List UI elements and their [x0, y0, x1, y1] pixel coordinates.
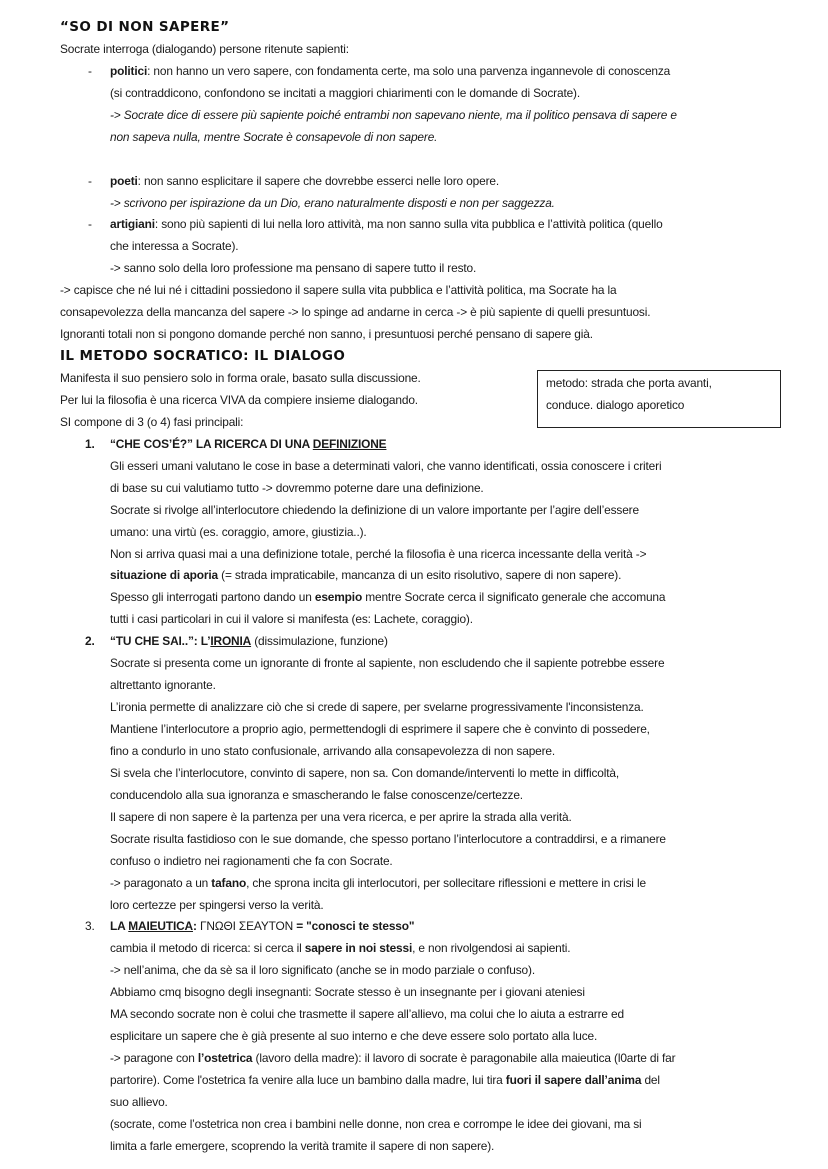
bold-text: LA	[110, 919, 129, 934]
list-line	[60, 631, 800, 653]
text-run: Socrate si rivolge all’interlocutore chiedendo la definizione di un valore importante per l’agire dell’essere	[110, 502, 639, 517]
list-line	[60, 609, 800, 631]
text-run: L’ironia permette di analizzare ciò che si crede di sapere, per svelarne progressivamente l'inconsistenza.	[110, 700, 644, 715]
text-run: tutti i casi particolari in cui il valore si manifesta (es: Lachete, coraggio).	[110, 612, 473, 627]
list-line	[60, 478, 800, 500]
text-run: Socrate interroga (dialogando) persone ritenute sapienti:	[60, 41, 349, 56]
list-line	[60, 653, 800, 675]
text-run: Il sapere di non sapere è la partenza per una vera ricerca, e per aprire la strada alla verità.	[110, 809, 572, 824]
bullet-dash: -	[88, 173, 92, 188]
list-line	[60, 544, 800, 566]
text-run: di base su cui valutiamo tutto -> dovremmo poterne dare una definizione.	[110, 480, 484, 495]
list-line	[60, 1136, 800, 1158]
text-run: partorire). Come l'ostetrica fa venire alla luce un bambino dalla madre, lui tira	[110, 1073, 506, 1087]
list-line	[60, 785, 800, 807]
list-line	[60, 719, 800, 741]
text-run: Abbiamo cmq bisogno degli insegnanti: Socrate stesso è un insegnante per i giovani ateniesi	[110, 985, 585, 1000]
text-run: Ignoranti totali non si pongono domande perché non sanno, i presuntuosi perché pensano di sapere già.	[60, 327, 593, 342]
text-run: Mantiene l’interlocutore a proprio agio, permettendogli di esprimere il sapere che è convinto di possedere,	[110, 722, 650, 736]
section-heading	[60, 346, 800, 368]
list-line	[60, 61, 800, 83]
bold-text: IRONIA	[210, 634, 252, 649]
text-run: Si svela che l’interlocutore, convinto di sapere, non sa. Con domande/interventi lo mette in difficoltà,	[110, 765, 619, 780]
text-run: del	[641, 1073, 660, 1087]
list-line	[60, 873, 800, 895]
text-run: loro certezze per spingersi verso la verità.	[110, 897, 324, 912]
bullet-dash: -	[88, 63, 92, 78]
italic-text: -> Socrate dice di essere più sapiente poiché entrambi non sapevano niente, ma il politico pensava di sapere e	[110, 107, 677, 122]
list-line	[60, 193, 800, 215]
text-run: umano: una virtù (es. coraggio, amore, giustizia..).	[110, 524, 367, 539]
text-run: Non si arriva quasi mai a una definizione totale, perché la filosofia è una ricerca incessante della verità ->	[110, 546, 647, 561]
text-run: Socrate risulta fastidioso con le sue domande, che spesso portano l’interlocutore a contraddirsi, e a rimanere	[110, 831, 666, 846]
text-run: consapevolezza della mancanza del sapere -> lo spinge ad andarne in cerca -> è più sapiente di quelli presuntuosi.	[60, 305, 651, 320]
bold-text: “CHE COS’É?” LA RICERCA DI UNA	[110, 436, 313, 451]
text-run: suo allievo.	[110, 1094, 168, 1109]
text-run: -> paragone con	[110, 1051, 198, 1066]
text-run: (= strada impraticabile, mancanza di un esito risolutivo, sapere di non sapere).	[218, 568, 622, 583]
list-line	[60, 960, 800, 982]
text-run: -> capisce che né lui né i cittadini possiedono il sapere sulla vita pubblica e l’attività politica, ma Socrate ha la	[60, 283, 617, 298]
list-line	[60, 1026, 800, 1048]
text-run: (socrate, come l’ostetrica non crea i bambini nelle donne, non crea e corrompe le idee dei giovani, ma si	[110, 1116, 642, 1131]
list-number: 3.	[85, 919, 95, 934]
list-line	[60, 565, 800, 587]
bold-text: artigiani	[110, 217, 155, 232]
note-line: conduce. dialogo aporetico	[546, 397, 685, 412]
list-line	[60, 1092, 800, 1114]
bold-text: situazione di aporia	[110, 568, 218, 583]
list-line	[60, 236, 800, 258]
bold-text: DEFINIZIONE	[312, 436, 387, 451]
bold-text: :	[192, 919, 200, 934]
text-run: : non hanno un vero sapere, con fondamenta certe, ma solo una parvenza ingannevole di conoscenza	[147, 63, 671, 78]
list-line	[60, 587, 800, 609]
list-line	[60, 807, 800, 829]
note-line: metodo: strada che porta avanti,	[546, 376, 712, 390]
bullet-dash: -	[88, 217, 92, 232]
bold-text: sapere in noi stessi	[304, 941, 413, 956]
list-line	[60, 456, 800, 478]
list-line	[60, 851, 800, 873]
text-line	[60, 280, 800, 302]
text-run: altrettanto ignorante.	[110, 678, 216, 693]
text-run: , e non rivolgendosi ai sapienti.	[412, 941, 571, 956]
bold-text: politici	[110, 63, 148, 78]
text-run: mentre Socrate cerca il significato generale che accomuna	[362, 590, 666, 605]
bold-text: esempio	[314, 590, 363, 605]
bold-text: “TU CHE SAI..”: L’	[110, 634, 211, 649]
bold-text: l’ostetrica	[197, 1051, 253, 1066]
text-run: cambia il metodo di ricerca: si cerca il	[110, 941, 305, 956]
list-line	[60, 1070, 800, 1092]
blank-line	[60, 149, 800, 171]
list-line	[60, 895, 800, 917]
text-run: -> paragonato a un	[110, 875, 212, 890]
text-run: limita a farle emergere, scoprendo la verità tramite il sapere di non sapere).	[110, 1138, 495, 1153]
text-run: SI compone di 3 (o 4) fasi principali:	[60, 414, 244, 429]
text-run: Manifesta il suo pensiero solo in forma orale, basato sulla discussione.	[60, 371, 421, 385]
text-line	[60, 302, 800, 324]
note-box	[537, 370, 781, 428]
text-run: IL METODO SOCRATICO: IL DIALOGO	[60, 348, 346, 365]
text-line	[60, 39, 800, 61]
text-run: Gli esseri umani valutano le cose in base a determinati valori, che vanno identificati, ossia conoscere i criteri	[110, 458, 662, 473]
list-line	[60, 697, 800, 719]
text-run: esplicitare un sapere che è già presente al suo interno e che deve essere solo portato alla luce.	[110, 1029, 598, 1044]
bold-text: fuori il sapere dall’anima	[505, 1073, 642, 1087]
text-run: ΓΝΩΘΙ ΣΕΑΥΤΟΝ	[199, 919, 297, 934]
text-run: fino a condurlo in uno stato confusionale, arrivando alla consapevolezza di non sapere.	[110, 743, 556, 758]
list-line	[60, 500, 800, 522]
list-line	[60, 675, 800, 697]
list-line	[60, 258, 800, 280]
text-run: (si contraddicono, confondono se incitati a maggiori chiarimenti con le domande di Socrate).	[110, 85, 581, 100]
text-line	[60, 324, 800, 346]
list-line	[60, 763, 800, 785]
list-line	[60, 982, 800, 1004]
bold-text: poeti	[110, 173, 138, 188]
text-run: Per lui la filosofia è una ricerca VIVA da compiere insieme dialogando.	[60, 392, 418, 407]
list-line	[60, 829, 800, 851]
list-line	[60, 741, 800, 763]
italic-text: -> scrivono per ispirazione da un Dio, erano naturalmente disposti e non per saggezza.	[110, 195, 555, 210]
text-run: MA secondo socrate non è colui che trasmette il sapere all’allievo, ma colui che lo aiuta a estrarre ed	[110, 1007, 624, 1022]
text-run: (lavoro della madre): il lavoro di socrate è paragonabile alla maieutica (l0arte di far	[252, 1051, 676, 1066]
text-run: Spesso gli interrogati partono dando un	[110, 590, 315, 605]
list-line	[60, 214, 800, 236]
document-body	[60, 17, 800, 1158]
bold-text: tafano	[211, 875, 247, 890]
list-number: 1.	[85, 436, 95, 451]
list-line	[60, 105, 800, 127]
text-run: (dissimulazione, funzione)	[251, 634, 388, 649]
section-heading	[60, 17, 800, 39]
text-run: confuso o indietro nei ragionamenti che fa con Socrate.	[110, 853, 393, 868]
bold-text: MAIEUTICA	[128, 919, 193, 934]
text-run: : non sanno esplicitare il sapere che dovrebbe esserci nelle loro opere.	[137, 173, 499, 188]
list-line	[60, 1114, 800, 1136]
text-run: : sono più sapienti di lui nella loro attività, ma non sanno sulla vita pubblica e l’attività politica (quello	[154, 217, 663, 232]
text-run: Socrate si presenta come un ignorante di fronte al sapiente, non escludendo che il sapiente potrebbe essere	[110, 656, 665, 671]
list-number: 2.	[85, 634, 95, 649]
text-run: conducendolo alla sua ignoranza e smascherando le false conoscenze/certezze.	[110, 787, 523, 802]
list-line	[60, 938, 800, 960]
list-line	[60, 434, 800, 456]
text-run: che interessa a Socrate).	[110, 239, 239, 254]
text-run: , che sprona incita gli interlocutori, per sollecitare riflessioni e mettere in crisi le	[246, 875, 646, 890]
bold-text: = "conosci te stesso"	[296, 919, 415, 934]
text-run: -> sanno solo della loro professione ma pensano di sapere tutto il resto.	[110, 261, 477, 276]
list-line	[60, 171, 800, 193]
list-line	[60, 1048, 800, 1070]
text-run: -> nell’anima, che da sè sa il loro significato (anche se in modo parziale o confuso).	[110, 963, 535, 978]
list-line	[60, 127, 800, 149]
list-line	[60, 916, 800, 938]
list-line	[60, 83, 800, 105]
italic-text: non sapeva nulla, mentre Socrate è consapevole di non sapere.	[110, 129, 438, 144]
list-line	[60, 522, 800, 544]
text-run: “SO DI NON SAPERE”	[60, 19, 230, 35]
list-line	[60, 1004, 800, 1026]
